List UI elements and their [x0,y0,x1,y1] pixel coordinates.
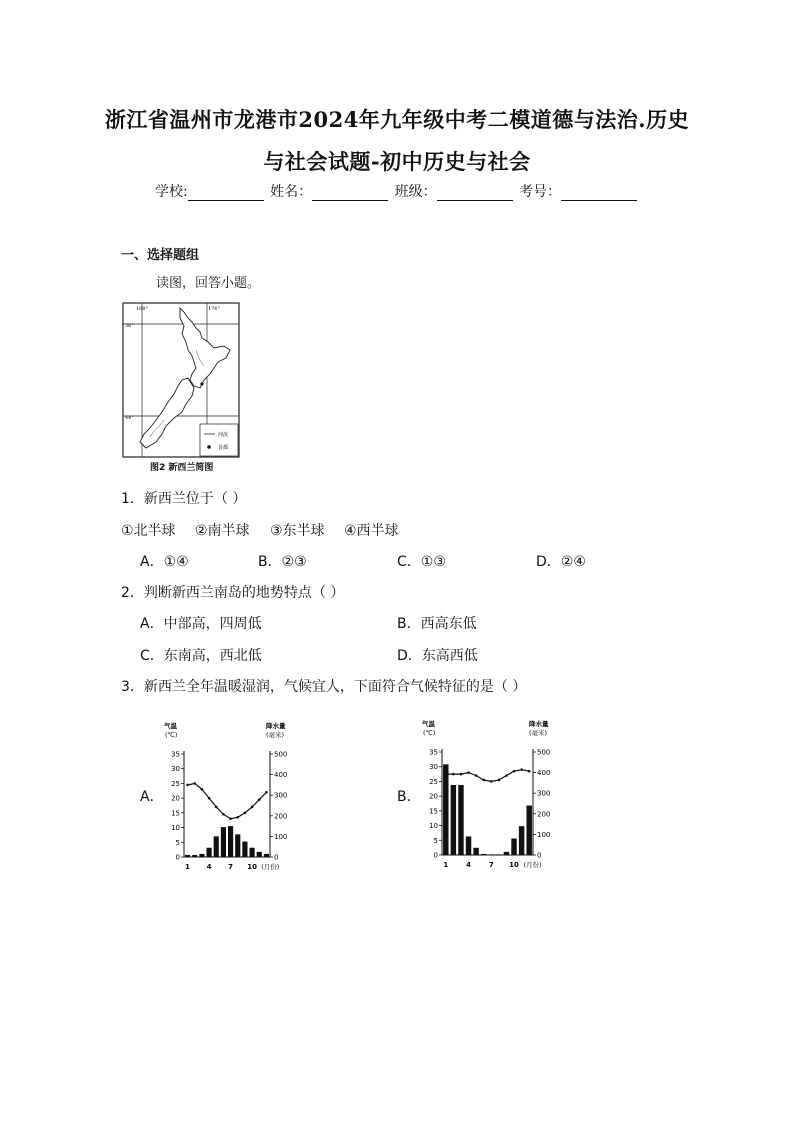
lat-label-36: 36° [125,323,134,329]
month-axis-unit: (月份) [261,863,280,871]
temp-point [201,788,204,791]
capital-marker [200,382,203,385]
precip-tick-label: 300 [274,791,288,800]
precip-bar [451,785,456,855]
temp-point [460,773,463,776]
precip-tick-label: 400 [537,769,551,778]
precip-axis-title: 降水量 [266,722,286,730]
precip-tick-label: 0 [537,851,542,860]
lon-label-176: 176° [208,306,221,312]
q1-item-4: ④西半球 [344,523,399,539]
class-label: 班级： [394,184,437,200]
precip-bar [192,855,197,857]
section-intro: 读图，回答小题。 [156,276,261,291]
precip-bar [228,826,233,857]
precip-tick-label: 500 [537,748,551,757]
school-label: 学校: [154,184,188,200]
temp-point [452,773,455,776]
temp-point [513,770,516,773]
precip-tick-label: 200 [274,812,288,821]
month-tick-label: 10 [247,863,257,871]
exam-number-blank[interactable] [561,186,637,201]
map-caption: 图2 新西兰简图 [150,463,214,473]
temp-point [222,813,225,816]
temp-point [193,782,196,785]
month-tick-label: 7 [228,863,234,871]
temp-axis-unit: (℃) [423,729,436,737]
q1-item-1: ①北半球 [121,523,176,539]
temp-point [528,770,531,773]
temp-tick-label: 25 [171,779,180,788]
precip-bar [496,854,501,855]
page-title-line1: 浙江省温州市龙港市2024年九年级中考二模道德与法治.历史 [104,107,690,132]
temp-point [490,780,493,783]
question-3-stem: 新西兰全年温暖湿润，气候宜人，下面符合气候特征的是（ ） [143,679,527,695]
precip-axis-unit: (毫米) [266,731,285,739]
q1-item-2: ②南半球 [195,523,250,539]
temp-axis-unit: (℃) [165,731,178,739]
q2-option-b[interactable]: B．西高东低 [397,616,477,632]
precip-tick-label: 400 [274,771,288,780]
legend-capital-label: 首都 [218,445,229,451]
precip-axis-unit: (毫米) [529,729,548,737]
temp-tick-label: 10 [171,824,180,833]
temp-tick-label: 5 [175,838,180,847]
precip-bar [199,854,204,857]
precip-tick-label: 200 [537,810,551,819]
temp-point [236,816,239,819]
precip-axis-title: 降水量 [529,720,549,728]
precip-bar [235,834,240,857]
temp-point [186,784,189,787]
q2-option-d[interactable]: D．东高西低 [397,648,478,664]
temp-point [498,779,501,782]
precip-bar [214,836,219,857]
precip-bar [242,842,247,857]
temp-point [258,798,261,801]
exam-number-label: 考号： [519,184,562,200]
temp-tick-label: 25 [429,777,438,786]
temp-point [444,773,447,776]
temp-point [215,806,218,809]
q1-option-a[interactable]: A．①④ [140,554,189,570]
precip-bar [264,854,269,857]
temp-tick-label: 35 [429,748,438,757]
temp-line [446,770,529,782]
page-title-line2: 与社会试题-初中历史与社会 [263,149,531,174]
question-1 [121,488,246,508]
temp-point [520,768,523,771]
month-tick-label: 7 [488,861,494,869]
temp-point [475,774,478,777]
precip-bar [458,785,463,855]
month-tick-label: 4 [206,863,212,871]
precip-bar [443,764,448,855]
question-2-number: 2． [121,585,144,601]
temp-point [505,774,508,777]
month-axis-unit: (月份) [523,861,542,869]
q3-option-a[interactable]: A． [140,789,164,805]
section-heading: 一、选择题组 [121,248,200,263]
q1-option-c[interactable]: C．①③ [397,554,446,570]
month-tick-label: 1 [185,863,191,871]
question-2 [121,582,344,602]
precip-bar [519,826,524,855]
q1-item-3: ③东半球 [270,523,325,539]
precip-bar [504,852,509,855]
temp-axis-title: 气温 [422,720,435,728]
month-tick-label: 1 [443,861,449,869]
temp-tick-label: 0 [433,851,438,860]
q2-option-a[interactable]: A．中部高，四周低 [140,616,262,632]
question-1-stem: 新西兰位于（ ） [143,491,247,507]
q1-option-d[interactable]: D．②④ [536,554,586,570]
q2-option-c[interactable]: C．东南高，西北低 [140,648,262,664]
q3-option-b[interactable]: B． [397,789,421,805]
q1-option-b[interactable]: B．②③ [258,554,307,570]
precip-tick-label: 300 [537,789,551,798]
temp-line [188,783,267,818]
precip-tick-label: 100 [274,832,288,841]
temp-point [229,817,232,820]
temp-tick-label: 15 [171,809,180,818]
precip-bar [207,848,212,857]
temp-point [244,812,247,815]
question-2-stem: 判断新西兰南岛的地势特点（ ） [143,585,345,601]
precip-bar [489,854,494,855]
temp-tick-label: 5 [433,836,438,845]
legend-river-label: 河流 [218,432,229,438]
temp-tick-label: 15 [429,807,438,816]
precip-bar [526,806,531,855]
temp-tick-label: 0 [175,853,180,862]
legend-capital-dot [207,445,211,449]
precip-bar [250,848,255,857]
temp-point [482,779,485,782]
lon-label-168: 168° [136,306,149,312]
precip-bar [185,855,190,857]
temp-tick-label: 35 [171,750,180,759]
precip-tick-label: 0 [274,853,279,862]
temp-tick-label: 30 [429,763,438,772]
question-3 [121,676,526,696]
new-zealand-map [122,302,240,458]
temp-point [467,771,470,774]
precip-bar [221,827,226,857]
month-tick-label: 4 [466,861,471,869]
precip-tick-label: 100 [537,830,551,839]
month-tick-label: 10 [509,861,519,869]
temp-axis-title: 气温 [164,722,177,730]
temp-tick-label: 20 [171,794,180,803]
temp-tick-label: 30 [171,765,180,774]
class-blank[interactable] [437,186,513,201]
name-blank[interactable] [312,186,388,201]
question-3-number: 3． [121,679,144,695]
student-info-row [0,181,794,201]
temp-point [265,791,268,794]
question-1-number: 1． [121,491,144,507]
precip-bar [511,839,516,855]
precip-tick-label: 500 [274,750,288,759]
temp-point [208,797,211,800]
precip-bar [473,848,478,855]
precip-bar [481,854,486,855]
temp-tick-label: 10 [429,822,438,831]
school-blank[interactable] [188,186,264,201]
temp-tick-label: 20 [429,792,438,801]
temp-point [251,806,254,809]
lat-label-44: 44° [125,415,134,421]
climate-chart-a [162,720,292,875]
climate-chart-b [420,718,555,873]
precip-bar [466,836,471,855]
name-label: 姓名： [270,184,313,200]
map-legend-box [200,424,238,456]
precip-bar [257,852,262,857]
